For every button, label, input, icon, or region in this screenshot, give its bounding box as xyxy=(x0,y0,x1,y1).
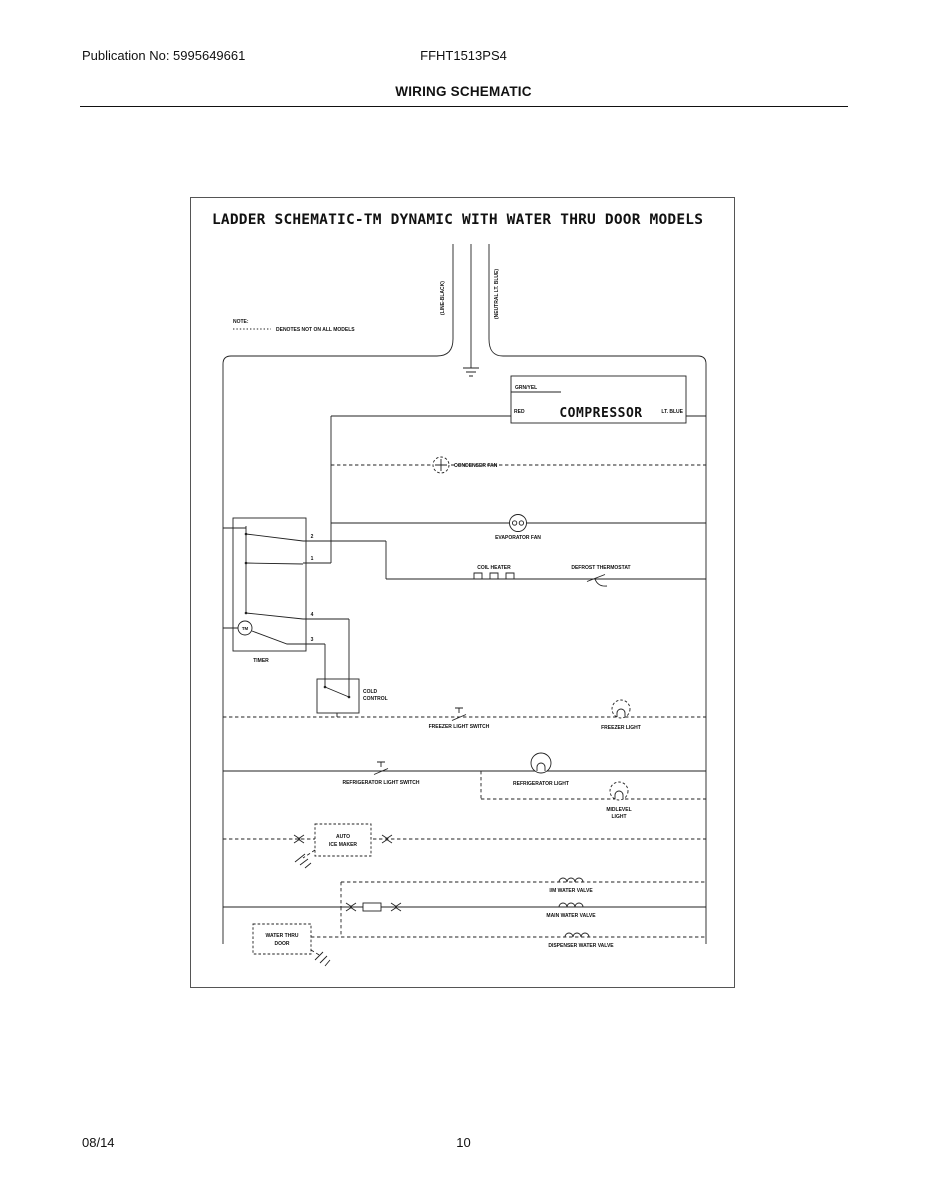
diagram-title: LADDER SCHEMATIC-TM DYNAMIC WITH WATER THRU DOOR MODELS xyxy=(212,212,704,228)
main-water-valve-label: MAIN WATER VALVE xyxy=(546,913,596,919)
line-wire-label: (LINE-BLACK) xyxy=(440,281,446,315)
coil-heater-label: COIL HEATER xyxy=(477,565,511,571)
page-title: WIRING SCHEMATIC xyxy=(395,84,532,99)
solenoid-valve-icon xyxy=(565,933,589,937)
timer-label: TIMER xyxy=(253,658,269,664)
midlevel-light-label-1: MIDLEVEL xyxy=(606,807,632,813)
defrost-thermostat-icon xyxy=(587,575,607,587)
refrigerator-light-label: REFRIGERATOR LIGHT xyxy=(513,781,569,787)
evaporator-fan-icon xyxy=(510,515,527,532)
refrigerator-light-switch-icon xyxy=(374,762,388,775)
refrigerator-light-icon xyxy=(531,753,551,773)
neutral-wire-label: (NEUTRAL LT. BLUE) xyxy=(494,268,500,320)
ladder-schematic xyxy=(191,198,734,987)
dispenser-water-valve-label: DISPENSER WATER VALVE xyxy=(548,943,614,949)
freezer-light-switch-label: FREEZER LIGHT SWITCH xyxy=(428,724,490,730)
dispenser-water-valve-row xyxy=(341,907,706,949)
condenser-fan-label: CONDENSER FAN xyxy=(454,463,498,469)
footer-date: 08/14 xyxy=(82,1135,115,1150)
model-number: FFHT1513PS4 xyxy=(420,48,507,63)
red-label: RED xyxy=(514,409,525,415)
ice-maker-label-1: AUTO xyxy=(335,834,351,840)
terminal-3: 3 xyxy=(310,637,314,643)
cold-control-box xyxy=(317,679,359,713)
solenoid-valve-icon xyxy=(559,903,583,907)
compressor-label: COMPRESSOR xyxy=(559,406,643,421)
defrost-thermostat-label: DEFROST THERMOSTAT xyxy=(571,565,631,571)
ice-maker-box xyxy=(315,824,371,856)
ground-icon xyxy=(463,368,479,376)
condenser-fan-row xyxy=(331,457,706,473)
timer-block xyxy=(223,518,349,679)
freezer-light-icon xyxy=(612,700,630,718)
lt-blue-label: LT. BLUE xyxy=(661,409,683,415)
midlevel-light-label-2: LIGHT xyxy=(611,814,627,820)
defrost-heater-row xyxy=(306,541,706,586)
footer-page-number: 10 xyxy=(456,1135,471,1150)
grn-yel-label: GRN/YEL xyxy=(515,385,538,391)
water-thru-door-block xyxy=(253,924,341,966)
ice-maker-row xyxy=(223,824,706,868)
note-label: NOTE: xyxy=(233,319,249,325)
terminal-1: 1 xyxy=(310,556,314,562)
solenoid-valve-icon xyxy=(559,878,583,882)
note-text: DENOTES NOT ON ALL MODELS xyxy=(276,327,355,333)
note-block xyxy=(233,319,355,333)
midlevel-light-icon xyxy=(610,782,628,800)
water-thru-door-label-2: DOOR xyxy=(274,941,290,947)
main-water-valve-row xyxy=(223,903,706,919)
evaporator-fan-row xyxy=(331,515,706,542)
ice-maker-label-2: ICE MAKER xyxy=(328,842,358,848)
water-thru-door-label-1: WATER THRU xyxy=(265,933,299,939)
water-thru-door-box xyxy=(253,924,311,954)
cold-control-label-1: COLD xyxy=(363,689,378,695)
evaporator-fan-label: EVAPORATOR FAN xyxy=(495,535,541,541)
im-water-valve-row xyxy=(341,878,706,907)
condenser-fan-icon xyxy=(433,457,449,473)
refrigerator-light-row xyxy=(223,753,706,787)
timer-motor-label: TM xyxy=(241,626,249,632)
freezer-light-row xyxy=(223,700,706,731)
midlevel-light-row xyxy=(481,771,706,820)
schematic-frame xyxy=(190,197,735,988)
refrigerator-light-switch-label: REFRIGERATOR LIGHT SWITCH xyxy=(342,780,420,786)
inline-plug-icon xyxy=(363,903,381,911)
terminal-2: 2 xyxy=(310,534,314,540)
header-rule xyxy=(80,106,848,107)
chassis-ground-icon xyxy=(295,854,311,868)
freezer-light-switch-icon xyxy=(452,708,466,721)
publication-number: Publication No: 5995649661 xyxy=(82,48,246,63)
timer-motor-icon xyxy=(238,621,252,635)
im-water-valve-label: I/M WATER VALVE xyxy=(549,888,593,894)
freezer-light-label: FREEZER LIGHT xyxy=(601,725,641,731)
coil-heater-icon xyxy=(474,573,514,579)
cold-control-label-2: CONTROL xyxy=(363,696,388,702)
terminal-4: 4 xyxy=(310,612,314,618)
cold-control-block xyxy=(317,679,388,717)
